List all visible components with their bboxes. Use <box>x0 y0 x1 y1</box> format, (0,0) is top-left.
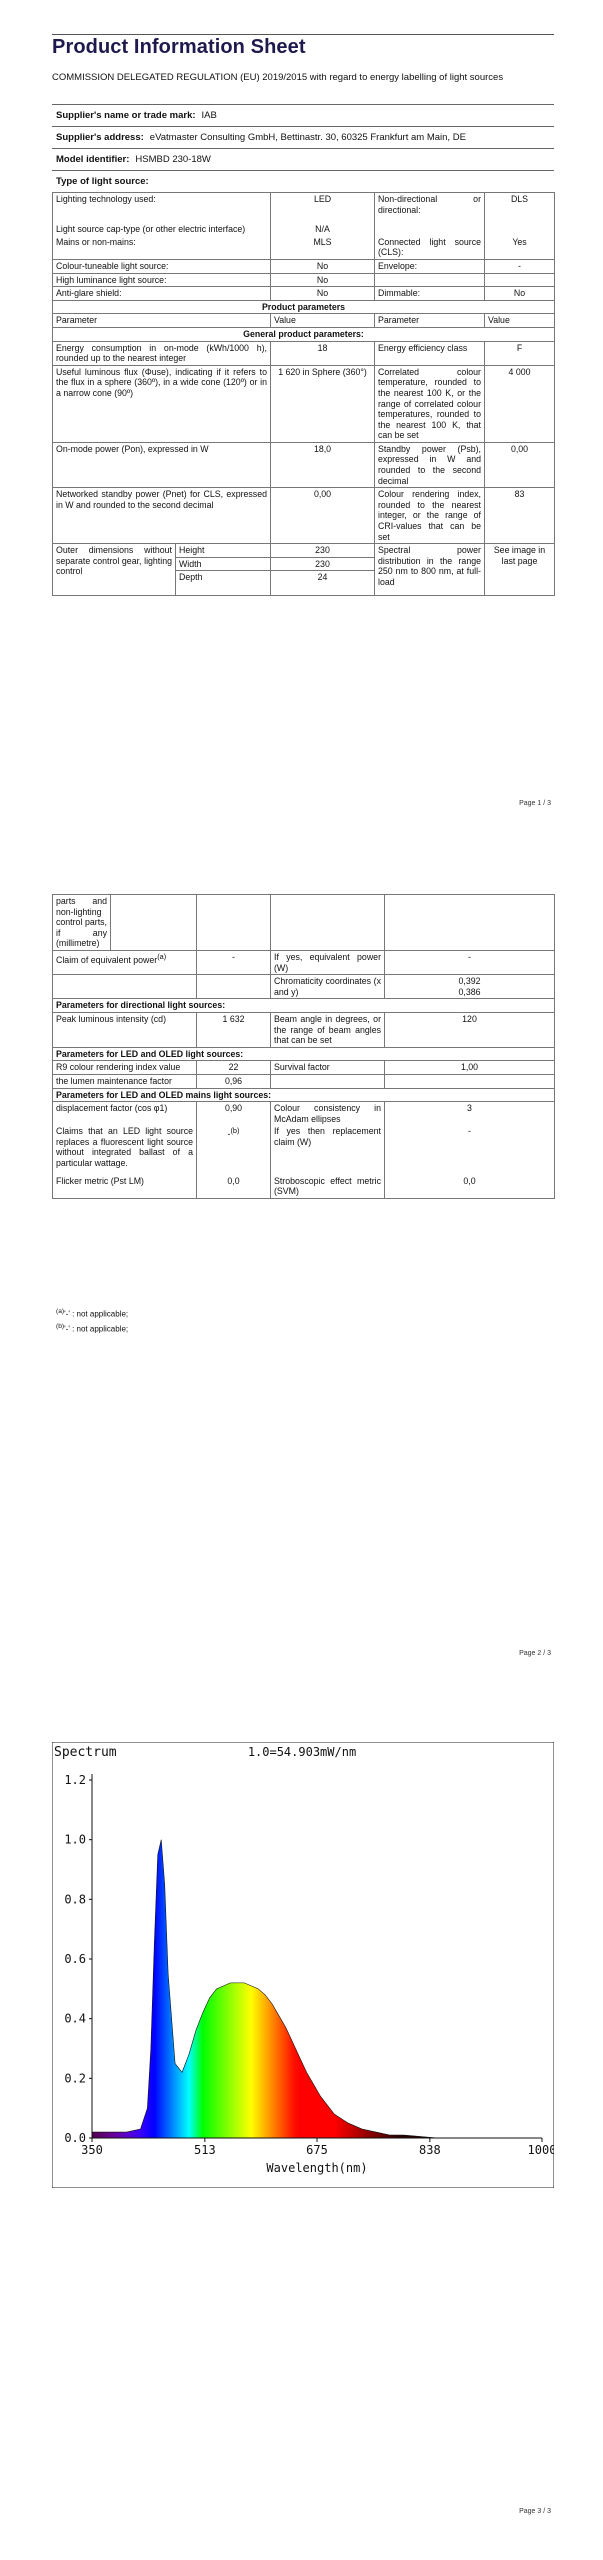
supplier-address <box>56 132 466 144</box>
x-tick-label: 350 <box>81 2143 103 2157</box>
cell: the lumen maintenance factor <box>53 1074 197 1088</box>
cell: No <box>271 287 375 301</box>
supplier-name <box>56 110 217 122</box>
supplier-name-label: Supplier's name or trade mark: <box>56 110 196 121</box>
cell: F <box>485 341 555 365</box>
claims-value: - <box>227 1129 231 1140</box>
cell <box>197 975 271 999</box>
parameters-table-continued <box>52 894 555 1199</box>
cell <box>53 975 197 999</box>
table-row <box>53 1102 555 1126</box>
cell: Spectral power distribution in the range 250 nm to 800 nm, at full-load <box>375 544 485 596</box>
cell: N/A <box>271 216 375 236</box>
table-row <box>53 1170 555 1199</box>
page-number: Page 3 / 3 <box>519 2508 551 2515</box>
cell: Envelope: <box>375 259 485 273</box>
cell: Correlated colour temperature, rounded to the nearest 100 K, or the range of correlated colour temperatures, rounded to the nearest 100 K, that can be set <box>375 365 485 442</box>
cell: Non-directional or directional: <box>375 193 485 217</box>
page-1 <box>0 0 603 850</box>
supplier-name-value: IAB <box>201 110 217 121</box>
y-tick-label: 0.0 <box>64 2131 86 2145</box>
column-header: Value <box>271 314 375 328</box>
y-tick-label: 0.2 <box>64 2071 86 2086</box>
cell: Colour-tuneable light source: <box>53 259 271 273</box>
page-2 <box>0 850 603 1700</box>
cell: Claims that an LED light source replaces a fluorescent light source without integrated ballast of a particular wattage. <box>53 1125 197 1169</box>
table-row <box>53 365 555 442</box>
table-row <box>53 216 555 236</box>
column-header: Parameter <box>375 314 485 328</box>
cell: - <box>385 950 555 974</box>
cell: 83 <box>485 488 555 544</box>
cell <box>485 273 555 287</box>
cell: On-mode power (Pon), expressed in W <box>53 442 271 487</box>
cell: Depth <box>176 571 271 596</box>
cell: Useful luminous flux (Φuse), indicating if it refers to the flux in a sphere (360º), in a wide cone (120º) or in a narrow cone (90º) <box>53 365 271 442</box>
model-value: HSMBD 230-18W <box>135 154 211 165</box>
cell: R9 colour rendering index value <box>53 1061 197 1075</box>
table-row <box>53 442 555 487</box>
table-row <box>53 975 555 999</box>
cell: 18 <box>271 341 375 365</box>
cell: 1 632 <box>197 1012 271 1047</box>
x-tick-label: 513 <box>194 2143 216 2157</box>
cell: Beam angle in degrees, or the range of beam angles that can be set <box>271 1012 385 1047</box>
cell: Stroboscopic effect metric (SVM) <box>271 1170 385 1199</box>
column-header: Value <box>485 314 555 328</box>
footnote-text: '-' : not applicable; <box>64 1324 129 1334</box>
model-identifier <box>56 154 211 166</box>
cell <box>197 895 271 951</box>
cell: Peak luminous intensity (cd) <box>53 1012 197 1047</box>
equiv-label: Claim of equivalent power <box>56 954 158 965</box>
cell: Connected light source (CLS): <box>375 236 485 260</box>
cell: 0,90 <box>197 1102 271 1126</box>
cell: Anti-glare shield: <box>53 287 271 301</box>
cell: High luminance light source: <box>53 273 271 287</box>
cell: Yes <box>485 236 555 260</box>
cell: Colour consistency in McAdam ellipses <box>271 1102 385 1126</box>
cell: Survival factor <box>271 1061 385 1075</box>
x-tick-label: 675 <box>306 2143 328 2157</box>
chart-annotation: 1.0=54.903mW/nm <box>247 1745 357 1759</box>
divider <box>52 126 554 127</box>
y-tick-label: 1.0 <box>64 1832 86 1847</box>
chroma-x: 0,392 <box>458 976 481 987</box>
table-row <box>53 950 555 974</box>
divider <box>52 104 554 105</box>
spectrum-area <box>92 1840 542 2138</box>
page-number: Page 1 / 3 <box>519 800 551 807</box>
cell: 24 <box>271 571 375 596</box>
cell <box>271 895 385 951</box>
cell: 0,0 <box>385 1170 555 1199</box>
cell <box>375 216 485 236</box>
cell: If yes, equivalent power (W) <box>271 950 385 974</box>
cell: 1,00 <box>385 1061 555 1075</box>
supplier-address-value: eVatmaster Consulting GmbH, Bettinastr. 30, 60325 Frankfurt am Main, DE <box>149 132 466 143</box>
section-heading: Product parameters <box>53 300 555 314</box>
section-heading: General product parameters: <box>53 327 555 341</box>
column-header: Parameter <box>53 314 271 328</box>
table-row <box>53 314 555 328</box>
table-row <box>53 236 555 260</box>
y-tick-label: 0.6 <box>64 1952 86 1966</box>
cell: Energy efficiency class <box>375 341 485 365</box>
page-title: Product Information Sheet <box>52 36 306 58</box>
page-3 <box>0 1700 603 2560</box>
cell: 0,00 <box>485 442 555 487</box>
cell: Chromaticity coordinates (x and y) <box>271 975 385 999</box>
cell: Height <box>176 544 271 558</box>
chroma-y: 0,386 <box>458 986 481 997</box>
cell <box>385 895 555 951</box>
cell: Energy consumption in on-mode (kWh/1000 h), rounded up to the nearest integer <box>53 341 271 365</box>
y-tick-label: 0.8 <box>64 1892 86 1907</box>
y-tick-label: 1.2 <box>64 1773 86 1787</box>
top-rule <box>52 34 554 35</box>
x-tick-label: 1000 <box>527 2143 554 2157</box>
cell: 4 000 <box>485 365 555 442</box>
table-row <box>53 341 555 365</box>
cell: No <box>271 273 375 287</box>
section-heading: Parameters for LED and OLED mains light sources: <box>53 1088 555 1102</box>
chart-title: Spectrum <box>54 1745 117 1760</box>
table-row <box>53 488 555 544</box>
table-row <box>53 1012 555 1047</box>
light-source-table <box>52 192 555 596</box>
table-row <box>53 1047 555 1061</box>
regulation-text: COMMISSION DELEGATED REGULATION (EU) 2019/2015 with regard to energy labelling of light sources <box>52 72 504 83</box>
table-row <box>53 300 555 314</box>
divider <box>52 170 554 171</box>
cell: - <box>197 950 271 974</box>
cell: 120 <box>385 1012 555 1047</box>
cell: Lighting technology used: <box>53 193 271 217</box>
table-row <box>53 1061 555 1075</box>
spectrum-svg <box>52 1742 554 2188</box>
page-number: Page 2 / 3 <box>519 1650 551 1657</box>
y-tick-label: 0.4 <box>64 2011 86 2026</box>
cell: See image in last page <box>485 544 555 596</box>
table-row <box>53 287 555 301</box>
type-heading <box>56 176 155 188</box>
cell: 3 <box>385 1102 555 1126</box>
footnote-ref: (b) <box>230 1126 240 1136</box>
cell: 230 <box>271 557 375 571</box>
type-label: Type of light source: <box>56 176 149 187</box>
cell <box>111 895 197 951</box>
cell: MLS <box>271 236 375 260</box>
table-row <box>53 1088 555 1102</box>
cell: - <box>485 259 555 273</box>
table-row <box>53 544 555 558</box>
cell: displacement factor (cos φ1) <box>53 1102 197 1126</box>
cell <box>485 216 555 236</box>
cell: 1 620 in Sphere (360°) <box>271 365 375 442</box>
cell: 0,00 <box>271 488 375 544</box>
cell: Width <box>176 557 271 571</box>
cell <box>53 950 197 974</box>
x-tick-label: 838 <box>419 2143 441 2157</box>
cell: Networked standby power (Pnet) for CLS, expressed in W and rounded to the second decimal <box>53 488 271 544</box>
table-row <box>53 1074 555 1088</box>
cell: 0,96 <box>197 1074 271 1088</box>
cell: - <box>385 1125 555 1169</box>
table-row <box>53 273 555 287</box>
cell: Standby power (Psb), expressed in W and rounded to the second decimal <box>375 442 485 487</box>
table-row <box>53 1125 555 1169</box>
table-row <box>53 895 555 951</box>
table-row <box>53 327 555 341</box>
divider <box>52 148 554 149</box>
cell: Colour rendering index, rounded to the nearest integer, or the range of CRI-values that can be set <box>375 488 485 544</box>
cell: Outer dimensions without separate control gear, lighting control <box>53 544 176 596</box>
cell: No <box>485 287 555 301</box>
table-row <box>53 193 555 217</box>
cell <box>197 1125 271 1169</box>
footnote-a <box>56 1306 128 1320</box>
cell: Mains or non-mains: <box>53 236 271 260</box>
table-row <box>53 259 555 273</box>
footnote-text: '-' : not applicable; <box>64 1309 129 1319</box>
model-label: Model identifier: <box>56 154 130 165</box>
footnote-b <box>56 1321 128 1335</box>
section-heading: Parameters for LED and OLED light sources: <box>53 1047 555 1061</box>
footnote-mark: (b) <box>56 1323 65 1330</box>
cell <box>385 975 555 999</box>
cell: parts and non-lighting control parts, if any (millimetre) <box>53 895 111 951</box>
cell: If yes then replacement claim (W) <box>271 1125 385 1169</box>
table-row <box>53 999 555 1013</box>
supplier-address-label: Supplier's address: <box>56 132 144 143</box>
cell: 230 <box>271 544 375 558</box>
cell: Flicker metric (Pst LM) <box>53 1170 197 1199</box>
cell: No <box>271 259 375 273</box>
spectrum-chart <box>52 1742 554 2188</box>
cell: Dimmable: <box>375 287 485 301</box>
cell: LED <box>271 193 375 217</box>
cell: 0,0 <box>197 1170 271 1199</box>
cell <box>271 1074 385 1088</box>
section-heading: Parameters for directional light sources: <box>53 999 555 1013</box>
footnote-mark: (a) <box>56 1308 65 1315</box>
footnote-ref: (a) <box>157 951 167 961</box>
x-axis-label: Wavelength(nm) <box>266 2161 368 2175</box>
cell: 18,0 <box>271 442 375 487</box>
cell: Light source cap-type (or other electric interface) <box>53 216 271 236</box>
cell <box>385 1074 555 1088</box>
cell: 22 <box>197 1061 271 1075</box>
cell <box>375 273 485 287</box>
cell: DLS <box>485 193 555 217</box>
